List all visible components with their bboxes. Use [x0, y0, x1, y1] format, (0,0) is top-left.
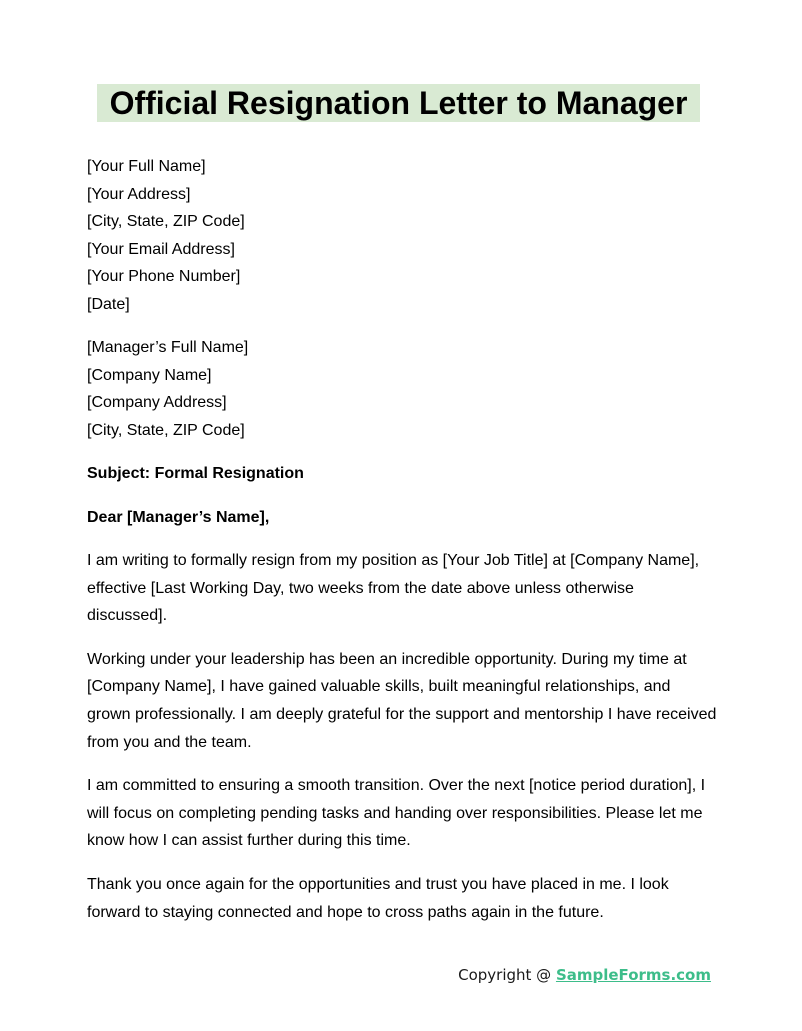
recipient-block	[87, 334, 717, 444]
paragraph-resignation: I am writing to formally resign from my position as [Your Job Title] at [Company Name], effective [Last Working Day, two weeks from the date above unless otherwise discussed].	[87, 552, 700, 625]
copyright-footer	[458, 964, 711, 986]
sender-block	[87, 153, 717, 318]
sender-phone: [Your Phone Number]	[87, 268, 241, 285]
paragraph-closing: Thank you once again for the opportunities and trust you have placed in me. I look forward to staying connected and hope to cross paths again in the future.	[87, 875, 669, 921]
recipient-city-state-zip: [City, State, ZIP Code]	[87, 421, 245, 439]
document-title: Official Resignation Letter to Manager	[97, 84, 700, 122]
recipient-manager-name: [Manager’s Full Name]	[87, 339, 249, 356]
paragraph-gratitude: Working under your leadership has been an incredible opportunity. During my time at [Company Name], I have gained valuable skills, built meaningful relationships, and grown professionally. I am deeply grateful for the support and mentorship I have received from you and the team.	[87, 650, 717, 751]
copyright-text: Copyright @	[458, 966, 556, 984]
letter-body	[87, 153, 717, 926]
recipient-company-address: [Company Address]	[87, 394, 227, 411]
sampleforms-link[interactable]: SampleForms.com	[555, 966, 711, 984]
letter-salutation: Dear [Manager’s Name],	[87, 508, 270, 526]
recipient-company-name: [Company Name]	[87, 366, 212, 384]
letter-subject: Subject: Formal Resignation	[87, 465, 304, 482]
sender-address: [Your Address]	[87, 185, 191, 203]
paragraph-transition: I am committed to ensuring a smooth transition. Over the next [notice period duration], I will focus on completing pending tasks and handing over responsibilities. Please let me know how I can assist further during this time.	[87, 777, 706, 850]
letter-date: [Date]	[87, 295, 130, 313]
sender-full-name: [Your Full Name]	[87, 158, 206, 175]
sender-email: [Your Email Address]	[87, 240, 235, 258]
sender-city-state-zip: [City, State, ZIP Code]	[87, 213, 245, 230]
